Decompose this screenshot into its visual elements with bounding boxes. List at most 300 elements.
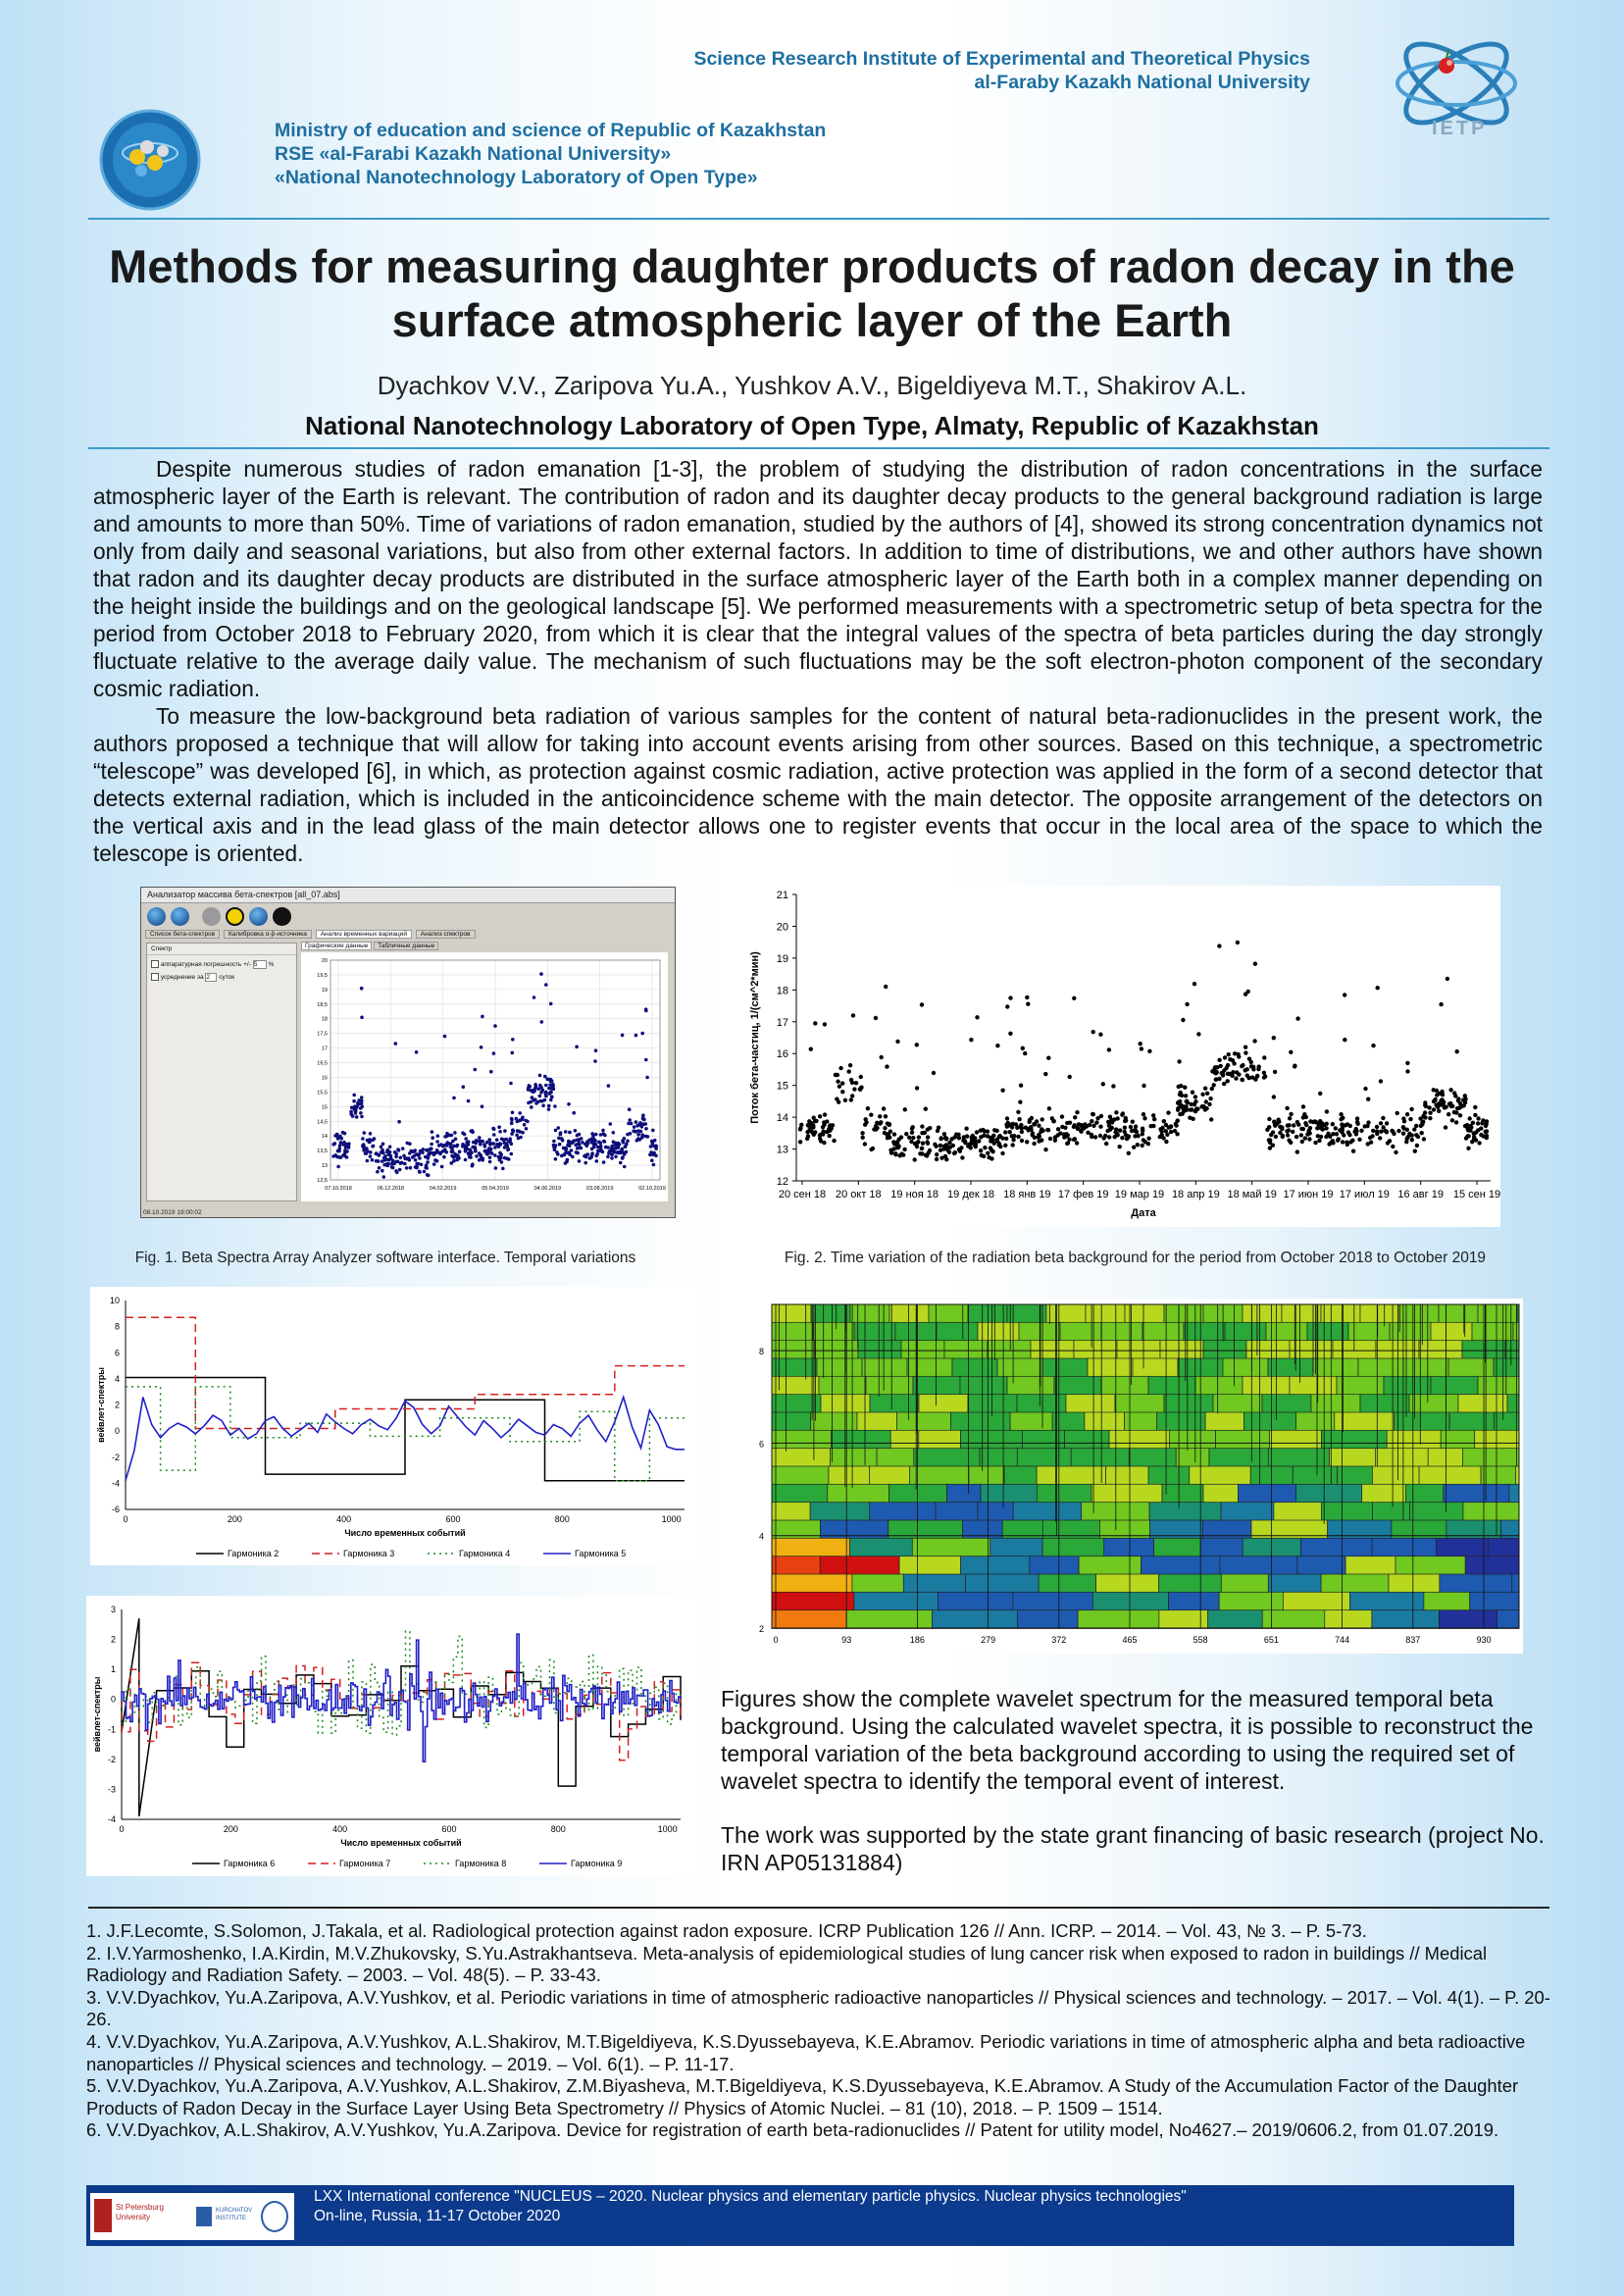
heatmap-cell — [772, 1574, 852, 1593]
data-point — [1419, 1124, 1423, 1128]
radiation-icon[interactable] — [226, 907, 244, 926]
data-point — [1327, 1142, 1331, 1146]
data-point — [1432, 1088, 1436, 1092]
data-point — [1226, 1063, 1230, 1067]
reference-item: 3. V.V.Dyachkov, Yu.A.Zaripova, A.V.Yushkov, et al. Periodic variations in time of atmospheric radioactive nanoparticles // Physical sciences and technology. – 2017. – Vol. 4(1). – P. 20-26. — [86, 1986, 1550, 2030]
data-point — [1091, 1112, 1095, 1116]
data-point — [1436, 1105, 1440, 1109]
data-point — [515, 1117, 519, 1121]
data-point — [652, 1163, 656, 1167]
data-point — [532, 1090, 535, 1094]
data-point — [1046, 1056, 1050, 1060]
data-point — [501, 1167, 505, 1171]
y-tick-label: 19,5 — [317, 972, 328, 979]
data-point — [426, 1173, 430, 1177]
heatmap-cell — [1462, 1449, 1519, 1467]
fig2-caption: Fig. 2. Time variation of the radiation beta background for the period from October 2018 to October 2019 — [784, 1250, 1487, 1266]
x-tick-label: 930 — [1476, 1635, 1492, 1645]
data-point — [1455, 1106, 1459, 1110]
data-point — [1320, 1121, 1324, 1125]
heatmap-cell — [1410, 1503, 1463, 1521]
data-point — [1142, 1084, 1145, 1088]
legend-label: Гармоника 2 — [228, 1549, 279, 1558]
error-input[interactable]: 5 — [253, 960, 267, 969]
heatmap-cell — [1031, 1341, 1074, 1359]
data-point — [1019, 1125, 1023, 1129]
data-point — [575, 1150, 579, 1154]
data-point — [1345, 1143, 1349, 1147]
data-point — [1164, 1129, 1168, 1133]
data-point — [422, 1148, 426, 1151]
data-point — [1293, 1064, 1296, 1068]
heatmap-cell — [1325, 1610, 1372, 1629]
data-point — [871, 1147, 875, 1150]
heatmap-cell — [870, 1466, 910, 1485]
heatmap-cell — [772, 1538, 849, 1556]
heatmap-cell — [1079, 1556, 1141, 1575]
heatmap-cell — [849, 1538, 912, 1556]
window-tabs — [141, 929, 675, 941]
x-tick-label: 15 сен 19 — [1452, 1189, 1500, 1200]
data-point — [499, 1156, 503, 1160]
x-tick-label: 600 — [445, 1514, 461, 1524]
data-point — [1449, 1104, 1453, 1108]
heatmap-cell — [1017, 1449, 1071, 1467]
heatmap-cell — [1372, 1538, 1436, 1556]
data-point — [990, 1148, 993, 1152]
tab-temporal-variations[interactable]: Анализ временных вариаций — [316, 930, 412, 939]
x-tick-label: 17 фев 19 — [1057, 1189, 1109, 1200]
data-point — [1440, 1097, 1444, 1101]
data-point — [1227, 1052, 1231, 1056]
data-point — [471, 1162, 475, 1166]
data-point — [1381, 1116, 1385, 1120]
data-point — [386, 1148, 390, 1152]
data-point — [895, 1040, 899, 1044]
globe-icon[interactable] — [147, 907, 166, 926]
data-point — [607, 1084, 611, 1088]
data-point — [441, 1145, 445, 1148]
data-point — [375, 1151, 379, 1155]
data-point — [464, 1137, 468, 1141]
x-tick-label: 400 — [332, 1824, 348, 1834]
data-point — [619, 1151, 623, 1155]
data-point — [977, 1139, 981, 1143]
data-point — [554, 1157, 558, 1161]
data-point — [549, 1091, 553, 1095]
data-point — [432, 1152, 436, 1156]
data-point — [338, 1144, 342, 1148]
error-checkbox[interactable] — [151, 960, 159, 968]
data-point — [823, 1112, 827, 1116]
legend-label: Гармоника 6 — [224, 1859, 276, 1868]
y-axis-label: Поток бета-частиц, 1/(см^2*мин) — [749, 951, 761, 1124]
heatmap-cell — [772, 1503, 810, 1521]
heatmap-cell — [1384, 1376, 1431, 1395]
atom-logo — [1378, 15, 1564, 137]
data-point — [953, 1135, 957, 1139]
data-point — [619, 1161, 623, 1165]
data-point — [360, 1101, 364, 1105]
data-point — [1325, 1109, 1329, 1113]
tab-spectrum[interactable]: Спектр — [147, 944, 296, 955]
reference-item: 4. V.V.Dyachkov, Yu.A.Zaripova, A.V.Yushkov, A.L.Shakirov, M.T.Bigeldiyeva, K.S.Dyussebayeva, K.E.Abramov. Periodic variations in time of atmospheric alpha and beta radioactive nanoparticles // Physical sciences and technology. – 2019. – Vol. 6(1). – P. 11-17. — [86, 2030, 1526, 2074]
data-point — [1031, 1131, 1035, 1135]
data-point — [352, 1094, 356, 1097]
data-point — [1023, 1051, 1027, 1055]
data-point — [1193, 982, 1196, 986]
x-tick-label: 200 — [227, 1514, 242, 1524]
data-point — [1286, 1133, 1290, 1137]
data-point — [1269, 1133, 1273, 1137]
heatmap-cell — [944, 1341, 988, 1359]
globe-icon[interactable] — [249, 907, 268, 926]
data-point — [1113, 1130, 1117, 1134]
y-tick-label: 17,5 — [317, 1031, 328, 1038]
heatmap-cell — [914, 1449, 980, 1467]
data-point — [1008, 995, 1012, 999]
data-point — [1317, 1139, 1321, 1143]
wavelet-harmonics-6-9-chart — [86, 1596, 696, 1876]
data-point — [595, 1152, 599, 1156]
data-point — [499, 1153, 503, 1157]
data-point — [958, 1149, 962, 1153]
data-point — [538, 1095, 542, 1098]
data-point — [850, 1081, 854, 1085]
tab-graphic-data[interactable]: Графические данные — [301, 942, 372, 950]
data-point — [515, 1134, 519, 1138]
data-point — [946, 1145, 950, 1148]
data-point — [926, 1142, 930, 1146]
average-unit: суток — [219, 974, 235, 981]
x-tick-label: 0 — [773, 1635, 779, 1645]
data-point — [568, 1131, 572, 1135]
heatmap-cell — [772, 1592, 854, 1610]
heatmap-cell — [811, 1304, 850, 1323]
data-point — [1448, 1088, 1452, 1092]
data-point — [494, 1166, 498, 1170]
data-point — [1481, 1118, 1485, 1122]
data-point — [467, 1099, 471, 1103]
data-point — [878, 1121, 882, 1125]
data-point — [564, 1130, 568, 1134]
data-point — [1331, 1141, 1335, 1145]
data-point — [832, 1139, 836, 1143]
data-point — [1109, 1118, 1113, 1122]
y-tick-label: 14 — [321, 1134, 328, 1141]
data-point — [474, 1068, 478, 1072]
data-point — [1075, 1110, 1079, 1114]
data-point — [1311, 1120, 1315, 1124]
data-point — [1008, 1123, 1012, 1127]
data-point — [825, 1119, 829, 1123]
heatmap-cell — [1449, 1412, 1494, 1431]
heatmap-cell — [1195, 1376, 1243, 1395]
data-point — [543, 1098, 547, 1102]
data-point — [498, 1130, 502, 1134]
data-point — [1306, 1131, 1310, 1135]
data-point — [564, 1161, 568, 1165]
data-point — [523, 1123, 527, 1127]
data-point — [405, 1166, 409, 1170]
data-point — [1210, 1087, 1214, 1091]
heatmap-cell — [969, 1466, 1004, 1485]
data-point — [864, 1117, 868, 1121]
data-point — [449, 1142, 453, 1146]
data-point — [1118, 1128, 1122, 1132]
globe-icon[interactable] — [171, 907, 189, 926]
data-point — [1385, 1130, 1389, 1134]
data-point — [1234, 1076, 1238, 1080]
heatmap-cell — [1176, 1449, 1209, 1467]
data-point — [1420, 1131, 1424, 1135]
institute-line1: Science Research Institute of Experimental and Theoretical Physics — [693, 48, 1310, 70]
data-point — [1408, 1117, 1412, 1121]
data-point — [567, 1102, 571, 1106]
data-point — [438, 1152, 442, 1156]
data-point — [549, 1002, 553, 1006]
data-point — [1316, 1122, 1320, 1126]
data-point — [1221, 1072, 1225, 1076]
heatmap-cell — [1071, 1449, 1129, 1467]
data-point — [1245, 1073, 1249, 1077]
data-point — [1237, 1072, 1241, 1076]
average-checkbox[interactable] — [151, 973, 159, 981]
heatmap-cell — [1200, 1538, 1243, 1556]
data-point — [941, 1147, 945, 1150]
data-point — [811, 1131, 815, 1135]
heatmap-cell — [1268, 1358, 1313, 1377]
x-tick-label: 20 окт 18 — [835, 1189, 882, 1200]
tab-table-data[interactable]: Табличные данные — [374, 942, 438, 950]
data-point — [335, 1133, 339, 1137]
tab-spectra-analysis[interactable]: Анализ спектров — [416, 930, 476, 939]
data-point — [798, 1140, 802, 1144]
y-axis-label: вейвлет-спектры — [92, 1676, 102, 1753]
data-point — [408, 1158, 412, 1162]
data-point — [526, 1120, 530, 1124]
data-point — [480, 1154, 483, 1158]
data-point — [1123, 1126, 1127, 1130]
data-point — [916, 1140, 920, 1144]
header-rule — [88, 218, 1549, 220]
heatmap-cell — [1205, 1412, 1243, 1431]
data-point — [530, 1105, 533, 1109]
x-tick-label: 600 — [441, 1824, 457, 1834]
data-point — [427, 1156, 431, 1160]
data-point — [445, 1132, 449, 1136]
data-point — [602, 1140, 606, 1144]
data-point — [1146, 1142, 1150, 1146]
data-point — [944, 1157, 948, 1161]
data-point — [614, 1155, 618, 1159]
data-point — [467, 1143, 471, 1147]
x-tick-label: 03.08.2019 — [585, 1186, 614, 1192]
data-point — [1285, 1106, 1289, 1110]
data-point — [947, 1150, 951, 1154]
data-point — [651, 1129, 655, 1133]
data-point — [1432, 1099, 1436, 1103]
data-point — [644, 1135, 648, 1139]
data-point — [936, 1129, 939, 1133]
data-point — [566, 1158, 570, 1162]
data-point — [1440, 1090, 1444, 1094]
data-point — [1125, 1137, 1129, 1141]
data-point — [382, 1175, 386, 1179]
data-point — [893, 1151, 897, 1155]
data-point — [1118, 1145, 1122, 1148]
data-point — [1287, 1128, 1291, 1132]
x-tick-label: 200 — [223, 1824, 238, 1834]
reference-item: 6. V.V.Dyachkov, A.L.Shakirov, A.V.Yushkov, Yu.A.Zaripova. Device for registration of earth beta-radionuclides // Patent for utility model, No4627.– 2019/0606.2, from 01.07.2019. — [86, 2119, 1499, 2141]
tab-spectra-list[interactable]: Список бета-спектров — [145, 930, 220, 939]
data-point — [553, 1104, 557, 1108]
data-point — [1343, 1038, 1346, 1042]
data-point — [1287, 1123, 1291, 1127]
heatmap-cell — [1238, 1484, 1295, 1503]
average-label: усреднение за — [160, 974, 204, 981]
data-point — [997, 1142, 1001, 1146]
data-point — [368, 1138, 372, 1142]
data-point — [521, 1116, 525, 1120]
data-point — [907, 1136, 911, 1140]
data-point — [1243, 1050, 1247, 1054]
heatmap-cell — [1283, 1592, 1349, 1610]
y-tick-label: 3 — [110, 1605, 116, 1614]
heatmap-cell — [828, 1484, 889, 1503]
data-point — [1142, 1116, 1146, 1120]
data-point — [1243, 993, 1247, 996]
data-point — [563, 1152, 567, 1156]
data-point — [861, 1136, 865, 1140]
data-point — [502, 1139, 506, 1143]
y-tick-label: 20 — [776, 921, 788, 934]
data-point — [1040, 1129, 1044, 1133]
heatmap-cell — [1268, 1449, 1329, 1467]
heatmap-cell — [810, 1503, 870, 1521]
data-point — [420, 1163, 424, 1167]
heatmap-cell — [1362, 1484, 1406, 1503]
data-point — [952, 1151, 956, 1155]
data-point — [360, 1115, 364, 1119]
data-point — [474, 1146, 478, 1149]
data-point — [394, 1042, 398, 1046]
data-point — [1405, 1128, 1409, 1132]
data-point — [584, 1161, 587, 1165]
wavelet-spectrum-heatmap — [748, 1299, 1523, 1654]
y-tick-label: 4 — [758, 1531, 764, 1542]
data-point — [354, 1111, 358, 1115]
data-point — [1093, 1135, 1097, 1139]
data-point — [1005, 1004, 1009, 1008]
heatmap-cell — [1142, 1322, 1184, 1341]
data-point — [1265, 1128, 1269, 1132]
data-point — [1003, 1144, 1007, 1148]
y-tick-label: 17 — [776, 1016, 788, 1029]
x-tick-label: 06.12.2018 — [377, 1186, 405, 1192]
data-point — [1477, 1141, 1481, 1145]
data-point — [1379, 1121, 1383, 1125]
data-point — [621, 1148, 625, 1151]
data-point — [449, 1146, 453, 1149]
data-point — [399, 1156, 403, 1160]
x-tick-label: 1000 — [661, 1514, 682, 1524]
data-point — [1319, 1135, 1323, 1139]
y-tick-label: 21 — [776, 890, 788, 901]
data-point — [1391, 1145, 1395, 1148]
data-point — [1113, 1135, 1117, 1139]
data-point — [942, 1132, 946, 1136]
data-point — [633, 1125, 636, 1129]
heatmap-cell — [1148, 1376, 1195, 1395]
heatmap-cell — [1092, 1592, 1168, 1610]
data-point — [1109, 1126, 1113, 1130]
data-point — [380, 1150, 383, 1154]
data-point — [493, 1146, 497, 1149]
title-line2: surface atmospheric layer of the Earth — [391, 294, 1233, 346]
data-point — [574, 1129, 578, 1133]
data-point — [1294, 1135, 1298, 1139]
data-point — [639, 1123, 643, 1127]
heatmap-cell — [1372, 1610, 1440, 1629]
tab-calibration[interactable]: Калибровка α-β-источника — [224, 930, 312, 939]
heatmap-cell — [1458, 1395, 1507, 1413]
data-point — [1341, 1140, 1345, 1144]
data-point — [884, 1114, 888, 1118]
data-point — [1141, 1144, 1144, 1148]
data-point — [1050, 1116, 1054, 1120]
x-tick-label: 19 ноя 18 — [890, 1189, 939, 1200]
data-point — [935, 1152, 939, 1156]
data-point — [902, 1148, 906, 1151]
heatmap-cell — [1216, 1430, 1270, 1449]
heatmap-cell — [1104, 1538, 1154, 1556]
heatmap-cell — [889, 1484, 947, 1503]
data-point — [452, 1159, 456, 1163]
average-input[interactable]: 2 — [205, 973, 217, 982]
x-tick-label: 372 — [1051, 1635, 1067, 1645]
heatmap-cell — [1013, 1503, 1082, 1521]
data-point — [1056, 1133, 1060, 1137]
data-point — [828, 1134, 832, 1138]
heatmap-cell — [1037, 1484, 1091, 1503]
heatmap-cell — [1335, 1412, 1395, 1431]
data-point — [1068, 1075, 1072, 1079]
data-point — [1174, 1123, 1178, 1127]
data-point — [1161, 1136, 1165, 1140]
data-point — [888, 1130, 892, 1134]
disk-icon[interactable] — [202, 907, 221, 926]
data-point — [345, 1149, 349, 1153]
heatmap-cell — [852, 1574, 903, 1593]
data-point — [590, 1151, 594, 1155]
data-point — [1450, 1118, 1454, 1122]
data-point — [1466, 1147, 1470, 1150]
y-tick-label: 8 — [114, 1321, 120, 1332]
heatmap-cell — [1268, 1574, 1321, 1593]
heatmap-cell — [1082, 1503, 1149, 1521]
data-point — [425, 1148, 429, 1152]
data-point — [1127, 1151, 1131, 1155]
data-point — [1351, 1149, 1355, 1153]
bomb-icon[interactable] — [273, 907, 291, 926]
heatmap-cell — [936, 1503, 978, 1521]
data-point — [1025, 1140, 1029, 1144]
data-point — [418, 1152, 422, 1156]
data-point — [1011, 1143, 1015, 1147]
heatmap-cell — [1133, 1358, 1178, 1377]
data-point — [1356, 1122, 1360, 1126]
